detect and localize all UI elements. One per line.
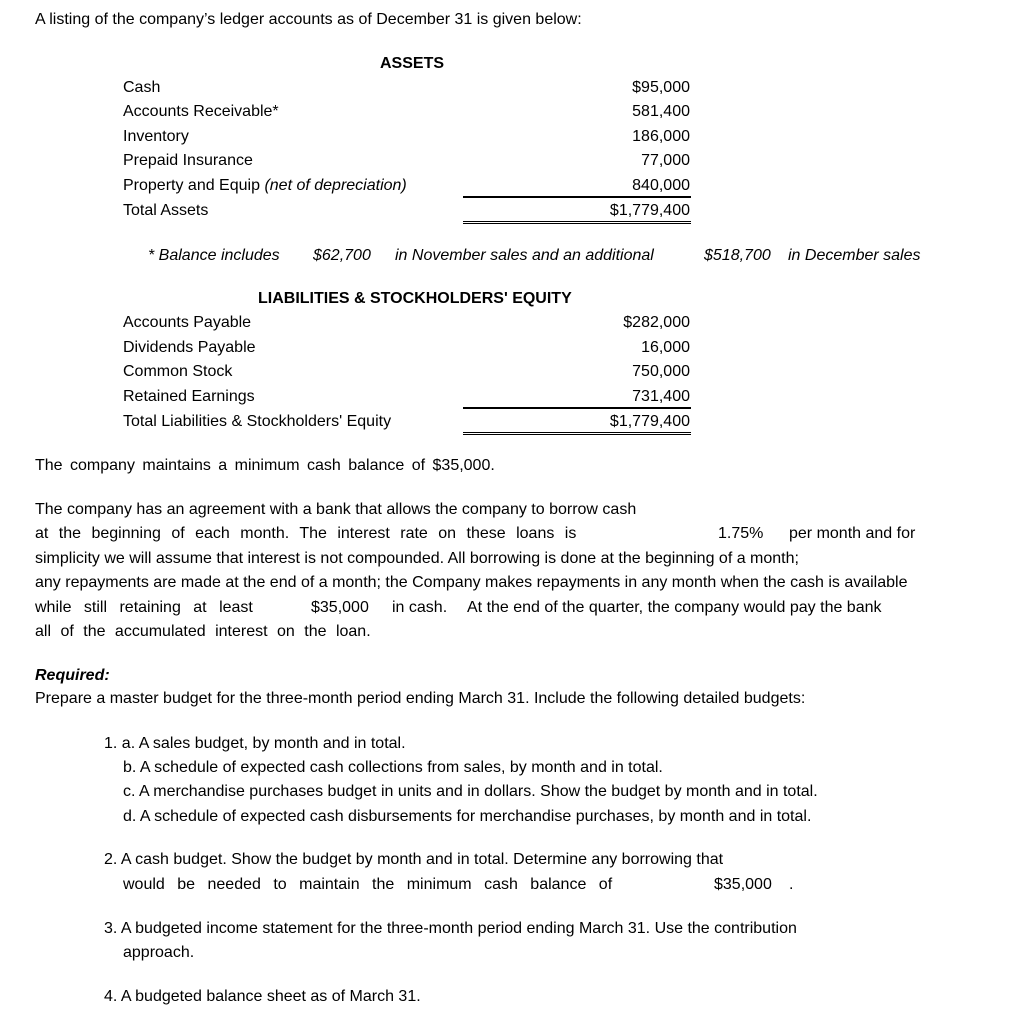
required-item-2b: would be needed to maintain the minimum cash balance of — [123, 876, 613, 893]
liability-label: Common Stock — [123, 363, 233, 380]
subtotal-rule — [463, 196, 691, 198]
asset-label: Prepaid Insurance — [123, 152, 253, 169]
required-item-2-end: . — [789, 876, 794, 893]
asset-amount: $95,000 — [632, 79, 690, 96]
footnote-nov-amount: $62,700 — [313, 247, 371, 264]
loan-line-5-amount: $35,000 — [311, 599, 369, 616]
required-item-3a: 3. A budgeted income statement for the three-month period ending March 31. Use the contribution — [104, 920, 797, 937]
required-item-2a: 2. A cash budget. Show the budget by month and in total. Determine any borrowing that — [104, 851, 724, 868]
min-cash-label: The company maintains a minimum cash balance of — [35, 457, 426, 474]
asset-amount: 186,000 — [632, 128, 690, 145]
required-item-3b: approach. — [123, 944, 195, 961]
required-item-4: 4. A budgeted balance sheet as of March 31. — [104, 988, 421, 1005]
required-text: Prepare a master budget for the three-month period ending March 31. Include the following detailed budgets: — [35, 690, 806, 707]
loan-line-5b: in cash. — [392, 599, 448, 616]
footnote-dec-amount: $518,700 — [704, 247, 771, 264]
asset-label: Accounts Receivable* — [123, 103, 279, 120]
asset-label-note: (net of depreciation) — [264, 177, 407, 194]
asset-amount: 840,000 — [632, 177, 690, 194]
assets-heading: ASSETS — [380, 55, 445, 72]
total-double-rule — [463, 221, 691, 224]
liability-label: Accounts Payable — [123, 314, 252, 331]
loan-line-5c: At the end of the quarter, the company would pay the bank — [467, 599, 882, 616]
footnote-end: in December sales — [788, 247, 921, 264]
loan-line-1: The company has an agreement with a bank that allows the company to borrow cash — [35, 501, 637, 518]
total-liabilities-label: Total Liabilities & Stockholders' Equity — [123, 413, 392, 430]
total-assets-amount: $1,779,400 — [609, 202, 690, 219]
liability-amount: 16,000 — [641, 339, 690, 356]
liability-label: Retained Earnings — [123, 388, 255, 405]
footnote-mid: in November sales and an additional — [395, 247, 654, 264]
liability-amount: $282,000 — [623, 314, 690, 331]
loan-line-2b: per month and for — [789, 525, 916, 542]
required-item-1a: 1. a. A sales budget, by month and in total. — [104, 735, 406, 752]
total-assets-label: Total Assets — [123, 202, 209, 219]
asset-amount: 581,400 — [632, 103, 690, 120]
required-item-1d: d. A schedule of expected cash disbursements for merchandise purchases, by month and in total. — [123, 808, 812, 825]
min-cash-text — [35, 458, 495, 474]
asset-label — [123, 178, 407, 194]
min-cash-amount: $35,000 — [432, 457, 491, 474]
liability-amount: 731,400 — [632, 388, 690, 405]
required-item-1b: b. A schedule of expected cash collections from sales, by month and in total. — [123, 759, 663, 776]
liabilities-heading: LIABILITIES & STOCKHOLDERS' EQUITY — [258, 290, 572, 307]
loan-rate: 1.75% — [718, 525, 764, 542]
loan-line-3: simplicity we will assume that interest is not compounded. All borrowing is done at the beginning of a month; — [35, 550, 799, 567]
liability-label: Dividends Payable — [123, 339, 256, 356]
asset-amount: 77,000 — [641, 152, 690, 169]
liability-amount: 750,000 — [632, 363, 690, 380]
footnote-lead: * Balance includes — [148, 247, 280, 264]
required-item-2-amount: $35,000 — [714, 876, 772, 893]
asset-label: Cash — [123, 79, 161, 96]
required-item-1c: c. A merchandise purchases budget in units and in dollars. Show the budget by month and in total. — [123, 783, 818, 800]
loan-line-5a: while still retaining at least — [35, 599, 253, 616]
min-cash-end: . — [490, 457, 495, 474]
total-double-rule — [463, 432, 691, 435]
loan-line-2a: at the beginning of each month. The interest rate on these loans is — [35, 525, 577, 542]
intro-text: A listing of the company’s ledger accounts as of December 31 is given below: — [35, 11, 582, 28]
asset-label: Inventory — [123, 128, 189, 145]
loan-line-6: all of the accumulated interest on the loan. — [35, 623, 371, 640]
total-liabilities-amount: $1,779,400 — [609, 413, 690, 430]
asset-label-main: Property and Equip — [123, 177, 260, 194]
required-heading: Required: — [35, 667, 110, 684]
subtotal-rule — [463, 407, 691, 409]
loan-line-4: any repayments are made at the end of a month; the Company makes repayments in any month when the cash is available — [35, 574, 908, 591]
